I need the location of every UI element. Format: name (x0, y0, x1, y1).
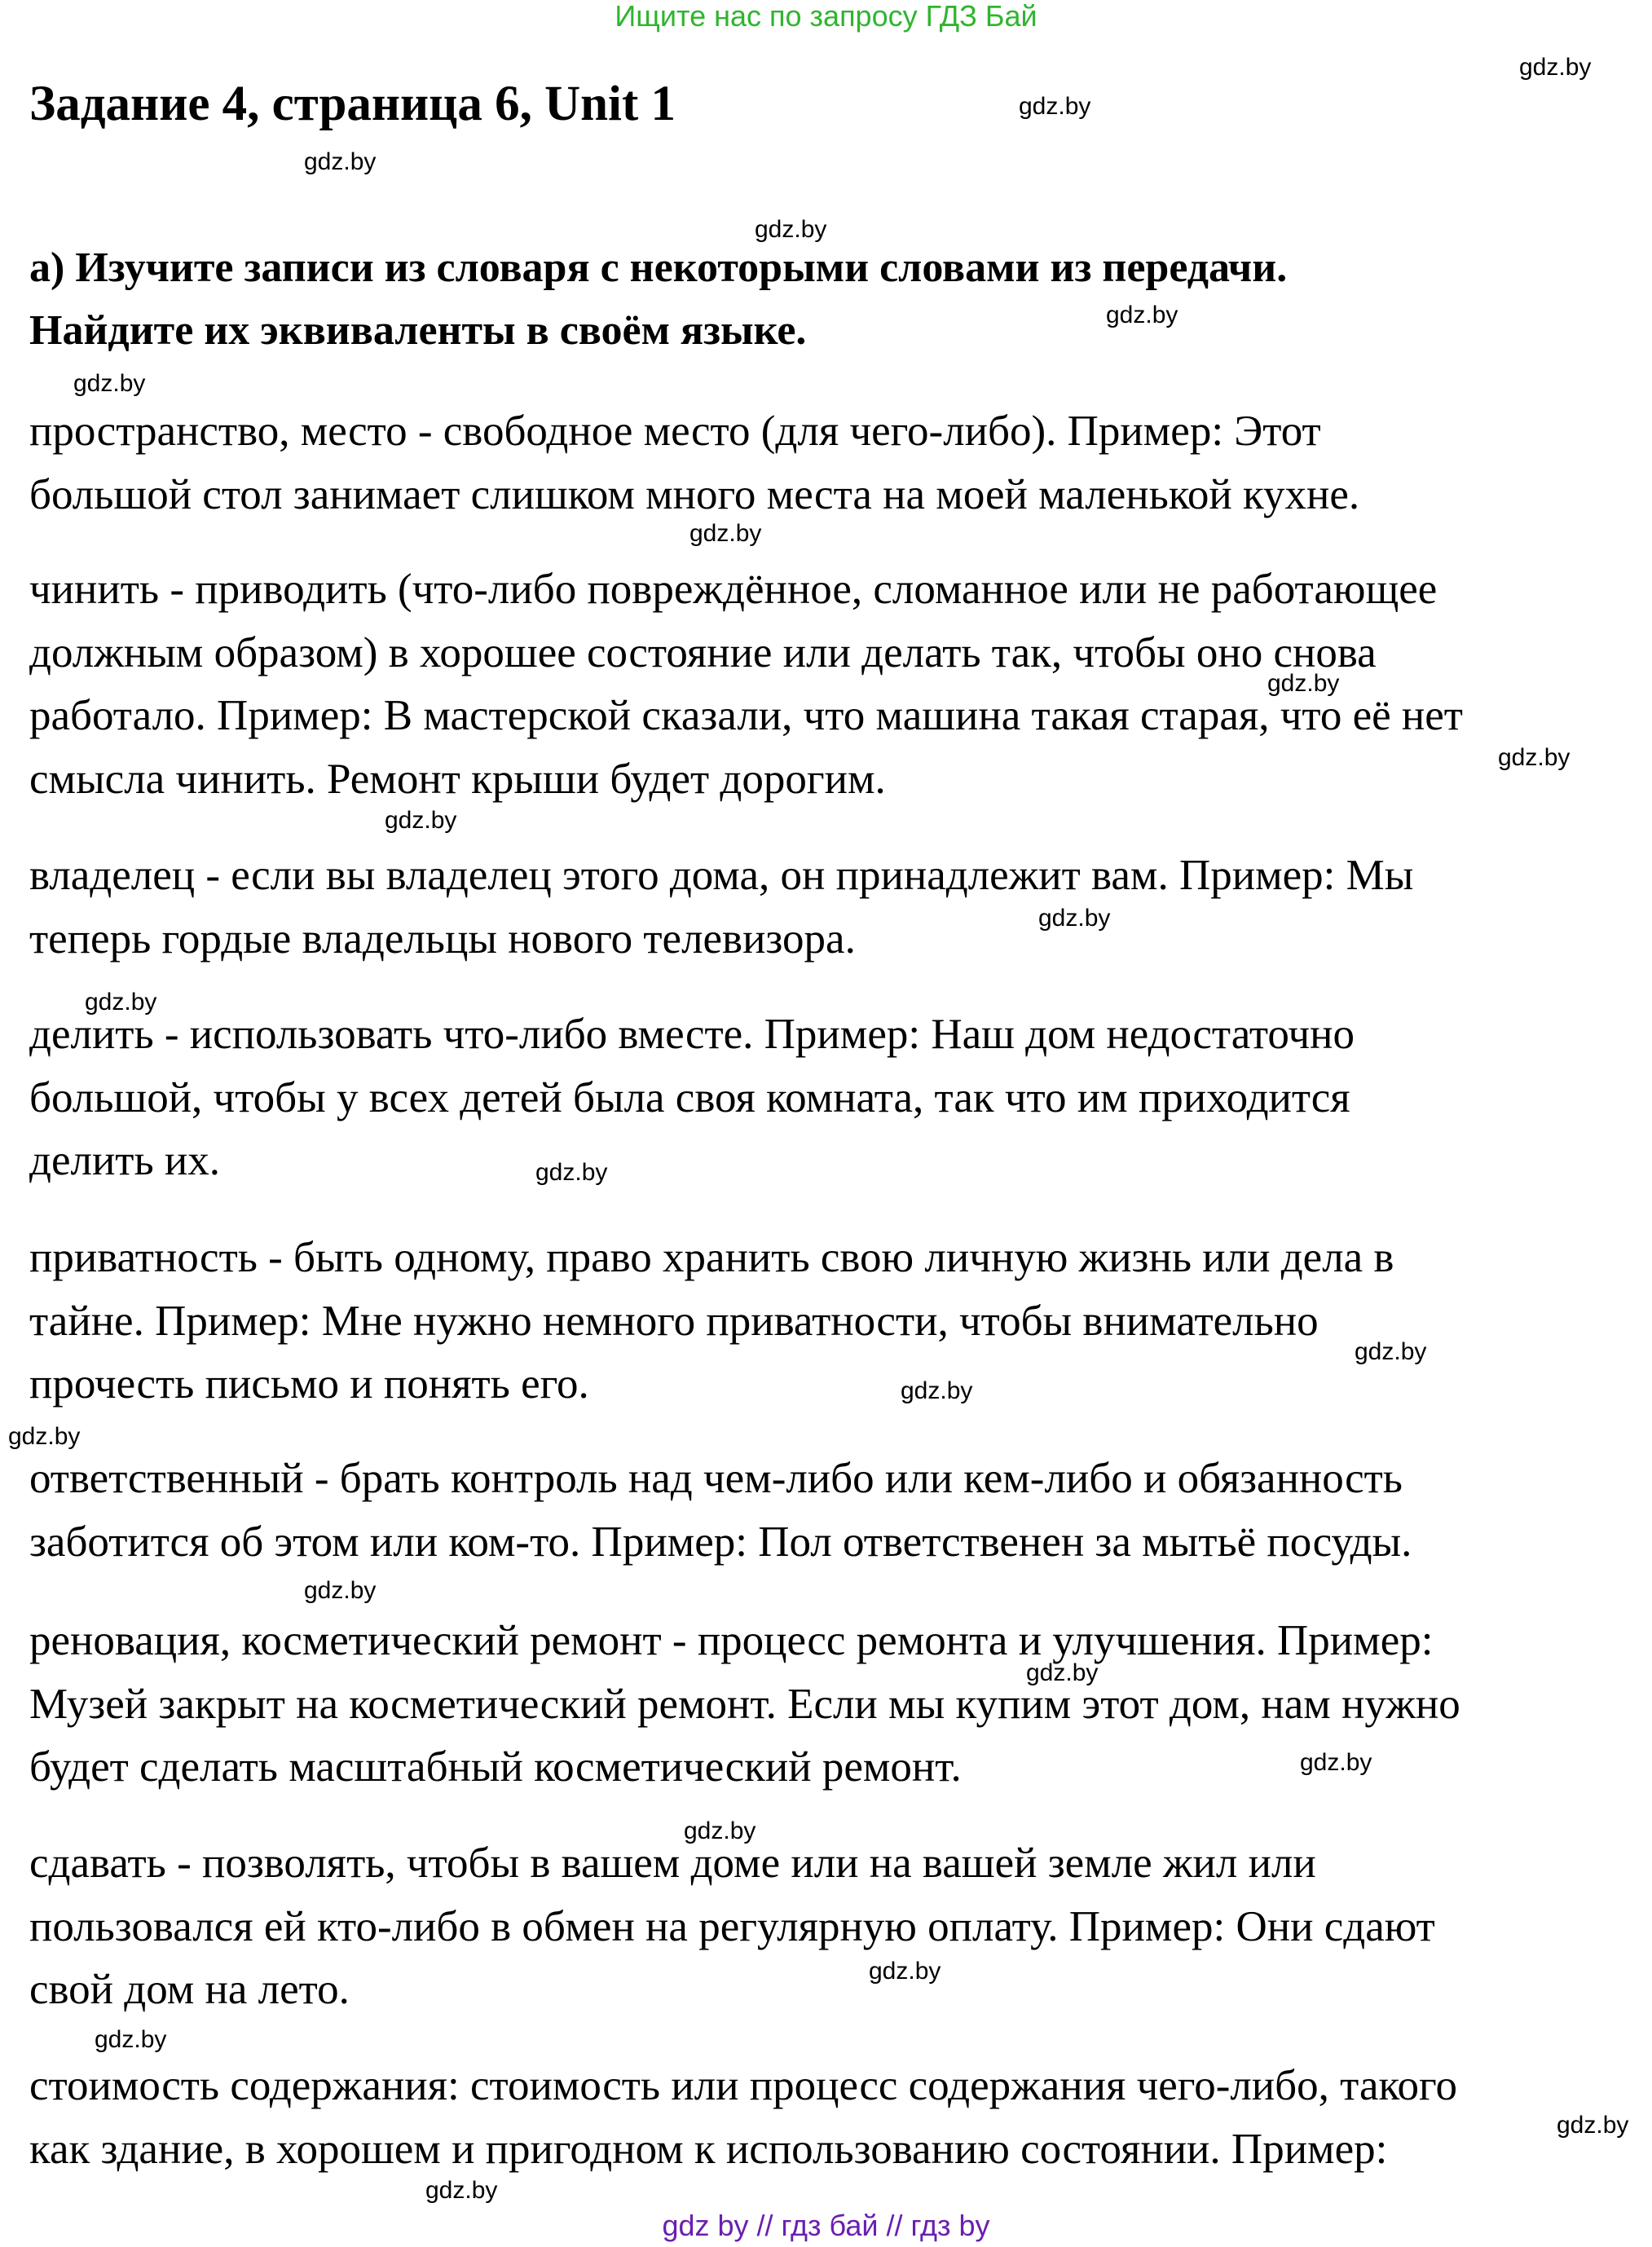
entry-line: тайне. Пример: Мне нужно немного приватности, чтобы внимательно (29, 1297, 1319, 1345)
entry-line: теперь гордые владельцы нового телевизора. (29, 914, 856, 963)
watermark: gdz.by (95, 2026, 167, 2053)
search-banner: Ищите нас по запросу ГДЗ Бай (615, 0, 1037, 33)
watermark: gdz.by (689, 520, 762, 547)
dictionary-entry-owner (29, 844, 1413, 971)
dictionary-entry-privacy (29, 1227, 1394, 1416)
watermark: gdz.by (1267, 670, 1340, 697)
entry-line: стоимость содержания: стоимость или процесс содержания чего-либо, такого (29, 2062, 1457, 2109)
watermark: gdz.by (535, 1159, 608, 1186)
dictionary-entry-rent (29, 1832, 1435, 2022)
dictionary-entry-share (29, 1003, 1355, 1193)
entry-line: пространство, место - свободное место (для чего-либо). Пример: Этот (29, 408, 1321, 455)
watermark: gdz.by (73, 370, 146, 397)
entry-line: реновация, косметический ремонт - процесс ремонта и улучшения. Пример: (29, 1617, 1434, 1664)
entry-line: работало. Пример: В мастерской сказали, что машина такая старая, что её нет (29, 692, 1463, 739)
dictionary-entry-repair (29, 558, 1463, 811)
dictionary-entry-space (29, 400, 1359, 527)
watermark: gdz.by (684, 1817, 756, 1844)
watermark: gdz.by (869, 1958, 941, 1985)
dictionary-entry-renovation (29, 1610, 1460, 1800)
watermark: gdz.by (1355, 1338, 1427, 1365)
watermark: gdz.by (1557, 2112, 1629, 2139)
watermark: gdz.by (1038, 905, 1111, 932)
entry-line: пользовался ей кто-либо в обмен на регулярную оплату. Пример: Они сдают (29, 1902, 1435, 1950)
entry-line: чинить - приводить (что-либо повреждённое, сломанное или не работающее (29, 566, 1438, 613)
entry-line: приватность - быть одному, право хранить свою личную жизнь или дела в (29, 1234, 1394, 1281)
entry-line: должным образом) в хорошее состояние или делать так, чтобы оно снова (29, 628, 1377, 676)
watermark: gdz.by (1019, 93, 1091, 120)
entry-line: сдавать - позволять, чтобы в вашем доме или на вашей земле жил или (29, 1839, 1316, 1887)
entry-line: свой дом на лето. (29, 1966, 350, 2013)
watermark: gdz.by (85, 989, 157, 1016)
task-line: a) Изучите записи из словаря с некоторыми словами из передачи. (29, 245, 1288, 291)
dictionary-entry-responsible (29, 1447, 1412, 1574)
entry-line: Музей закрыт на косметический ремонт. Если мы купим этот дом, нам нужно (29, 1680, 1460, 1728)
entry-line: владелец - если вы владелец этого дома, он принадлежит вам. Пример: Мы (29, 852, 1414, 899)
task-line: Найдите их эквиваленты в своём языке. (29, 307, 807, 354)
watermark: gdz.by (1498, 744, 1571, 771)
entry-line: смысла чинить. Ремонт крыши будет дорогим. (29, 755, 886, 803)
entry-line: большой стол занимает слишком много места на моей маленькой кухне. (29, 470, 1360, 518)
entry-line: ответственный - брать контроль над чем-либо или кем-либо и обязанность (29, 1455, 1403, 1502)
task-instruction (29, 236, 1287, 362)
watermark: gdz.by (755, 216, 827, 243)
watermark: gdz.by (8, 1423, 81, 1450)
entry-line: заботится об этом или ком-то. Пример: Пол ответственен за мытьё посуды. (29, 1518, 1412, 1566)
dictionary-entry-maintenance (29, 2055, 1457, 2181)
watermark: gdz.by (304, 1577, 377, 1604)
watermark: gdz.by (425, 2177, 498, 2204)
entry-line: как здание, в хорошем и пригодном к использованию состоянии. Пример: (29, 2125, 1388, 2173)
entry-line: делить - использовать что-либо вместе. Пример: Наш дом недостаточно (29, 1011, 1355, 1058)
footer-links: gdz by // гдз бай // гдз by (662, 2209, 990, 2242)
entry-line: большой, чтобы у всех детей была своя комната, так что им приходится (29, 1073, 1350, 1121)
entry-line: прочесть письмо и понять его. (29, 1360, 589, 1408)
entry-line: делить их. (29, 1137, 220, 1184)
watermark: gdz.by (1519, 54, 1592, 81)
watermark: gdz.by (1106, 302, 1178, 328)
page-title: Задание 4, страница 6, Unit 1 (29, 77, 676, 131)
entry-line: будет сделать масштабный косметический ремонт. (29, 1743, 962, 1791)
watermark: gdz.by (385, 807, 457, 834)
watermark: gdz.by (304, 148, 377, 175)
watermark: gdz.by (901, 1377, 973, 1404)
watermark: gdz.by (1026, 1659, 1099, 1686)
watermark: gdz.by (1300, 1749, 1372, 1776)
